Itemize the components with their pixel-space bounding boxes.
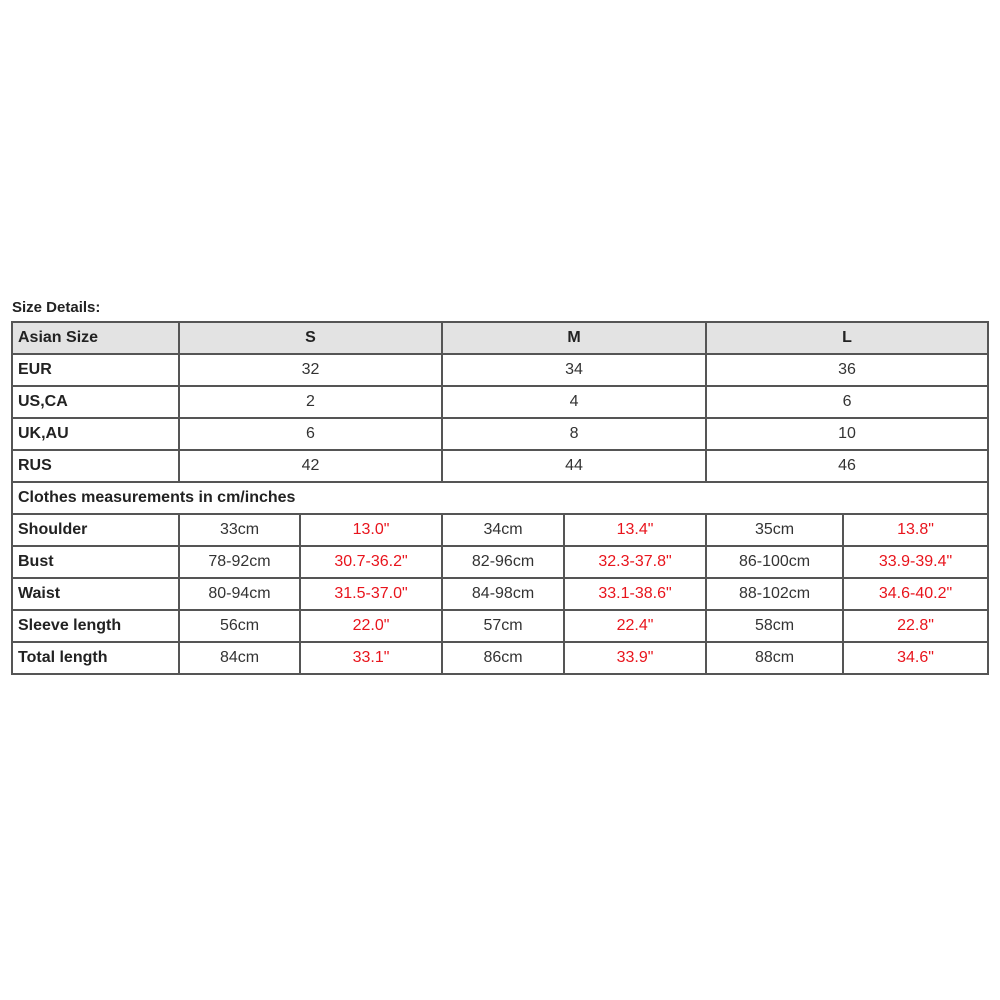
inch-cell: 13.0" bbox=[300, 514, 442, 546]
table-row bbox=[12, 354, 988, 386]
size-s-header: S bbox=[179, 322, 442, 354]
table-row bbox=[12, 418, 988, 450]
row-label: Bust bbox=[12, 546, 179, 578]
cm-cell: 56cm bbox=[179, 610, 300, 642]
table-cell: 10 bbox=[706, 418, 988, 450]
table-row bbox=[12, 546, 988, 578]
cm-cell: 86cm bbox=[442, 642, 564, 674]
cm-cell: 86-100cm bbox=[706, 546, 843, 578]
table-row bbox=[12, 450, 988, 482]
measurements-section-title: Clothes measurements in cm/inches bbox=[12, 482, 988, 514]
cm-cell: 58cm bbox=[706, 610, 843, 642]
inch-cell: 33.9" bbox=[564, 642, 706, 674]
size-table bbox=[11, 321, 989, 675]
table-row bbox=[12, 610, 988, 642]
table-cell: 8 bbox=[442, 418, 706, 450]
table-cell: 6 bbox=[706, 386, 988, 418]
inch-cell: 33.1-38.6" bbox=[564, 578, 706, 610]
cm-cell: 35cm bbox=[706, 514, 843, 546]
asian-size-header: Asian Size bbox=[12, 322, 179, 354]
table-cell: 44 bbox=[442, 450, 706, 482]
cm-cell: 84-98cm bbox=[442, 578, 564, 610]
cm-cell: 57cm bbox=[442, 610, 564, 642]
table-cell: 2 bbox=[179, 386, 442, 418]
table-cell: 4 bbox=[442, 386, 706, 418]
size-m-header: M bbox=[442, 322, 706, 354]
table-cell: 6 bbox=[179, 418, 442, 450]
table-row bbox=[12, 578, 988, 610]
cm-cell: 82-96cm bbox=[442, 546, 564, 578]
cm-cell: 34cm bbox=[442, 514, 564, 546]
size-l-header: L bbox=[706, 322, 988, 354]
inch-cell: 30.7-36.2" bbox=[300, 546, 442, 578]
inch-cell: 33.1" bbox=[300, 642, 442, 674]
cm-cell: 80-94cm bbox=[179, 578, 300, 610]
inch-cell: 34.6-40.2" bbox=[843, 578, 988, 610]
table-cell: 36 bbox=[706, 354, 988, 386]
table-cell: 34 bbox=[442, 354, 706, 386]
cm-cell: 88cm bbox=[706, 642, 843, 674]
cm-cell: 33cm bbox=[179, 514, 300, 546]
row-label: Waist bbox=[12, 578, 179, 610]
inch-cell: 13.8" bbox=[843, 514, 988, 546]
table-cell: 32 bbox=[179, 354, 442, 386]
inch-cell: 13.4" bbox=[564, 514, 706, 546]
table-cell: 46 bbox=[706, 450, 988, 482]
inch-cell: 34.6" bbox=[843, 642, 988, 674]
inch-cell: 33.9-39.4" bbox=[843, 546, 988, 578]
table-cell: 42 bbox=[179, 450, 442, 482]
row-label: EUR bbox=[12, 354, 179, 386]
section-row bbox=[12, 482, 988, 514]
row-label: UK,AU bbox=[12, 418, 179, 450]
row-label: Total length bbox=[12, 642, 179, 674]
table-row bbox=[12, 514, 988, 546]
inch-cell: 22.8" bbox=[843, 610, 988, 642]
table-row bbox=[12, 642, 988, 674]
row-label: Shoulder bbox=[12, 514, 179, 546]
inch-cell: 31.5-37.0" bbox=[300, 578, 442, 610]
table-row bbox=[12, 386, 988, 418]
size-details-caption: Size Details: bbox=[12, 299, 101, 316]
inch-cell: 22.0" bbox=[300, 610, 442, 642]
cm-cell: 78-92cm bbox=[179, 546, 300, 578]
inch-cell: 22.4" bbox=[564, 610, 706, 642]
cm-cell: 84cm bbox=[179, 642, 300, 674]
inch-cell: 32.3-37.8" bbox=[564, 546, 706, 578]
row-label: RUS bbox=[12, 450, 179, 482]
row-label: US,CA bbox=[12, 386, 179, 418]
cm-cell: 88-102cm bbox=[706, 578, 843, 610]
table-header-row bbox=[12, 322, 988, 354]
row-label: Sleeve length bbox=[12, 610, 179, 642]
